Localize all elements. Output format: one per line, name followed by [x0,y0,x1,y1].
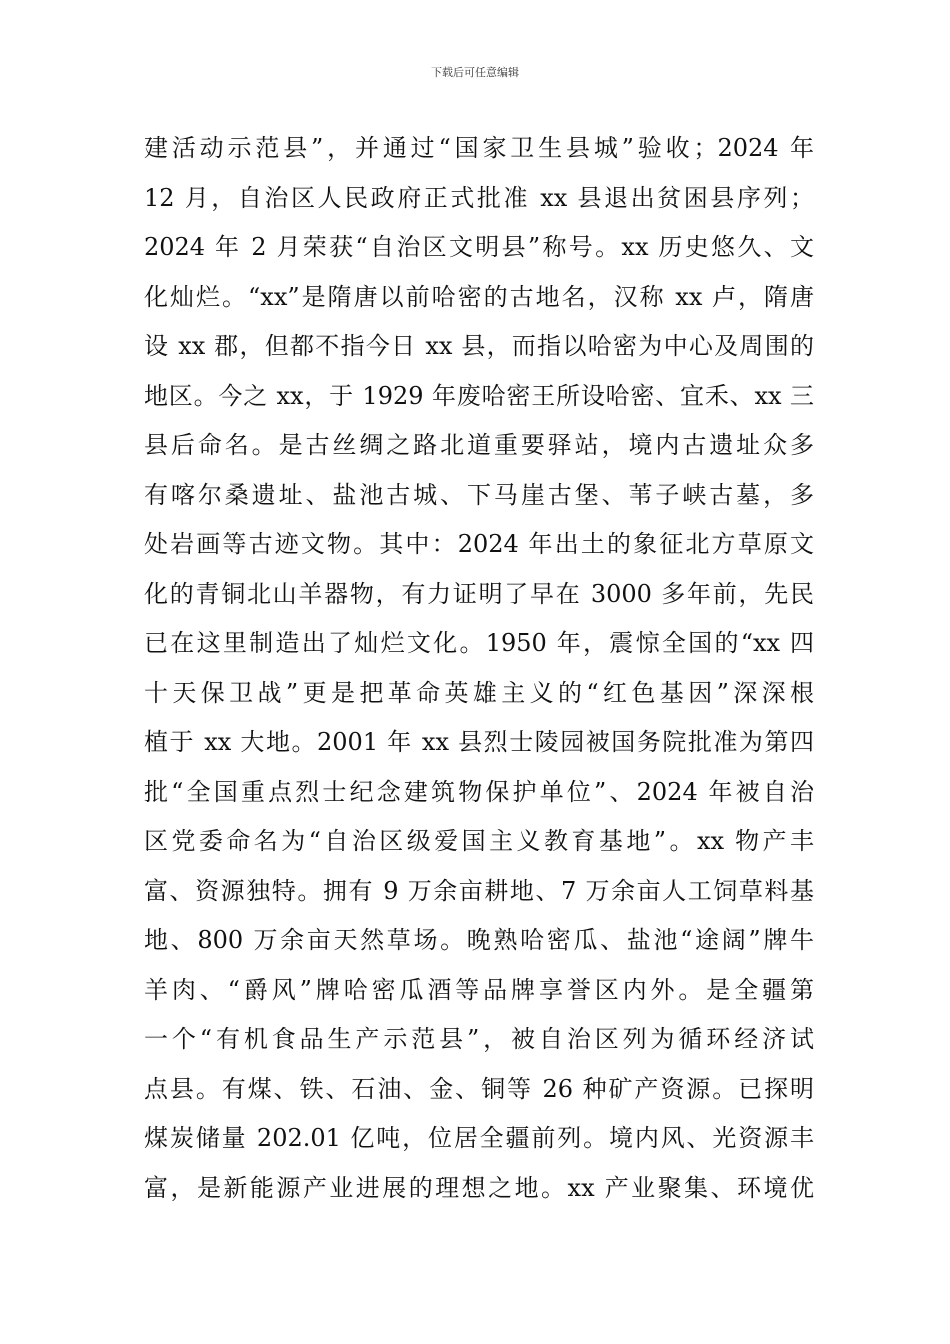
text-line-12: 十天保卫战”更是把革命英雄主义的“红色基因”深深根 [144,678,814,707]
body-paragraph [144,124,814,1213]
text-line-5: 设 xx 郡，但都不指今日 xx 县，而指以哈密为中心及周围的 [144,332,814,360]
text-line-18: 羊肉、“爵风”牌哈密瓜酒等品牌享誉区内外。是全疆第 [144,975,814,1004]
text-line-8: 有喀尔桑遗址、盐池古城、下马崖古堡、苇子峡古墓，多 [144,480,814,509]
text-line-20: 点县。有煤、铁、石油、金、铜等 26 种矿产资源。已探明 [144,1074,814,1103]
text-line-13: 植于 xx 大地。2001 年 xx 县烈士陵园被国务院批准为第四 [144,728,814,756]
text-line-11: 已在这里制造出了灿烂文化。1950 年，震惊全国的“xx 四 [144,629,814,657]
page-header: 下载后可任意编辑 [431,66,519,79]
text-line-6: 地区。今之 xx，于 1929 年废哈密王所设哈密、宜禾、xx 三 [144,381,814,410]
text-line-7: 县后命名。是古丝绸之路北道重要驿站，境内古遗址众多 [144,431,814,459]
text-line-3: 2024 年 2 月荣获“自治区文明县”称号。xx 历史悠久、文 [144,233,814,261]
text-line-22: 富，是新能源产业进展的理想之地。xx 产业聚集、环境优 [144,1173,814,1202]
text-line-15: 区党委命名为“自治区级爱国主义教育基地”。xx 物产丰 [144,827,814,855]
text-line-2: 12 月，自治区人民政府正式批准 xx 县退出贫困县序列； [144,183,814,212]
text-line-10: 化的青铜北山羊器物，有力证明了早在 3000 多年前，先民 [144,579,814,608]
text-line-1: 建活动示范县”，并通过“国家卫生县城”验收；2024 年 [144,134,814,162]
text-line-21: 煤炭储量 202.01 亿吨，位居全疆前列。境内风、光资源丰 [144,1124,814,1152]
text-line-14: 批“全国重点烈士纪念建筑物保护单位”、2024 年被自治 [144,777,814,806]
text-line-19: 一个“有机食品生产示范县”，被自治区列为循环经济试 [144,1025,814,1053]
text-line-17: 地、800 万余亩天然草场。晚熟哈密瓜、盐池“途阔”牌牛 [144,926,814,954]
text-line-9: 处岩画等古迹文物。其中：2024 年出土的象征北方草原文 [144,530,814,558]
text-line-16: 富、资源独特。拥有 9 万余亩耕地、7 万余亩人工饲草料基 [144,876,814,905]
text-line-4: 化灿烂。“xx”是隋唐以前哈密的古地名，汉称 xx 卢，隋唐 [144,282,814,311]
